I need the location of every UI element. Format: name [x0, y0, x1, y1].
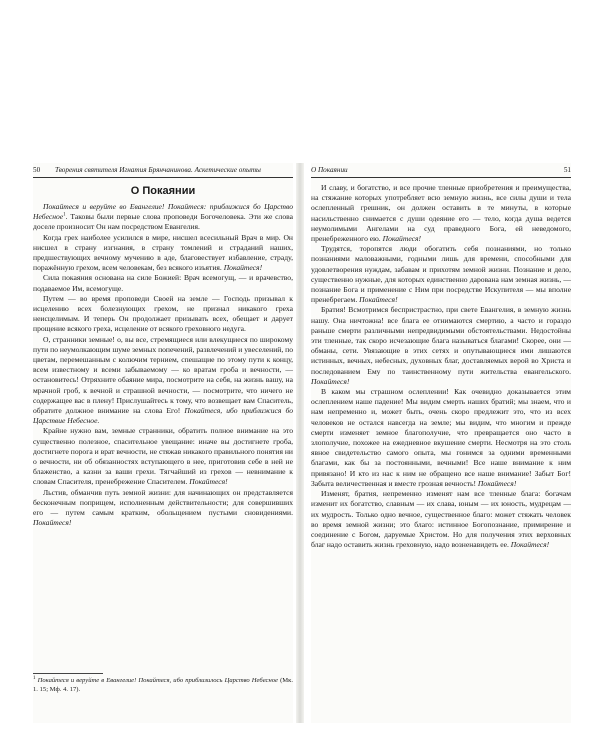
right-page-number: 51: [563, 166, 571, 174]
left-page-body: [33, 183, 293, 529]
right-running-title: О Покаянии: [311, 166, 348, 174]
left-page-number: 50: [33, 166, 41, 174]
footnote-mark: 1: [63, 212, 66, 218]
right-page: [311, 163, 571, 723]
left-running-head: [33, 163, 293, 178]
paragraph: В каком мы страшном ослеплении! Как очевидно доказывается этим ослеплением наше падение! Мы видим смерть наших братий; мы знаем, что и нам непременно и, может быть, очень скоро предлежит это, что из всех человеков не остался навсегда на земле; мы видим, что многим и прежде смерти изменяет земное благополучие, что превращается оно часто в злополучие, похожее на ежедневное вкушение смерти. Несмотря на это столь явное свидетельство самого опыта, мы гонимся за одними временными благами, как бы за постоянными, вечными! Все наше внимание к ним привязано! И кто из нас к ним не обращено все наше внимание! Забыт Бог! Забыта величественная и вместе грозная вечность! Покайтеся!: [311, 387, 571, 488]
paragraph: Братия! Всмотримся беспристрастно, при свете Евангелия, в земную жизнь нашу. Она ничтожна! все блага ее отнимаются смертию, а часто и гораздо раньше смерти различными непредвидимыми обстоятельствами. Недостойны эти тленные, так скоро исчезающие блага называться благами! Скорее, они — обманы, сети. Увязающие в этих сетях и опутывающиеся ими лишаются истинных, вечных, небесных, духовных благ, доставляемых верой во Христа и последованием Ему по таинственному пути жительства евангельского. Покайтеся!: [311, 305, 571, 386]
paragraph: О, странники земные! о, вы все, стремящиеся или влекущиеся по широкому пути по неумолкающим шуме земных попечений, развлечений и увеселений, по цветам, перемешанным с колючим тернием, спешащие по этому пути к концу, всем известному и всеми забываемому — ко вратам гроба и вечности, — остановитесь! Отряхните обаяние мира, посмотрите на себя, на жизнь вашу, на мрачной гроб, к вечной и страшной вечности, — посмотрите, что ничего не содержащее вас в плену! Прислушайтесь к тому, что возвещает вам Спаситель, обратите должное внимание на слова Его! Покайтеся, ибо приближися бо Царствие Небесное.: [33, 334, 293, 426]
right-running-head: [311, 163, 571, 178]
paragraph: Крайне нужно вам, земные странники, обратить полное внимание на это существенно полезное, спасительное увещание: иначе вы достигнете гроба, достигнете порога и врат вечности, не стяжав никакого правильного понятия ни о вечности, ни об обязанностях вступающего в нее, приготовив себе в ней не блаженство, а казни за ваши грехи. Тягчайший из грехов — невнимание к словам Спасителя, пренебрежение Спасителем. Покайтеся!: [33, 426, 293, 487]
paragraph: Льстив, обманчив путь земной жизни: для начинающих он представляется бесконечным поприщем, исполненным действительности; для совершивших его — путем самым кратким, обольщением пустыми сновидениями. Покайтеся!: [33, 487, 293, 528]
footnote-rule: [33, 673, 103, 674]
right-page-body: [311, 183, 571, 550]
footnote: $^1$ Покайтеся и веруйте в Евангелие! Покайтеся, ибо приблизилось Царство Небесное (Мк. 1. 15; Мф. 4. 17).: [33, 673, 293, 694]
left-running-title: Творения святителя Игнатия Брянчанинова. Аскетические опыты: [55, 166, 261, 174]
paragraph: Путем — во время проповеди Своей на земле — Господь призывал к исцелению всех болезнующих грехом, не признал никакого греха неисцелимым. И теперь Он продолжает призывать всех, обещает и дарует прощение всякого греха, исцеление от всякого греховного недуга.: [33, 293, 293, 334]
paragraph: И славу, и богатство, и все прочие тленные приобретения и преимущества, на стяжание которых употребляет всю земную жизнь, все силы души и тела ослепленный грешник, он должен оставить в те минуты, в которые насильственно снимается с души одеяние его — тело, когда душа ведется неумолимыми Ангелами на суд праведного Бога, ей неведомого, пренебреженного ею. Покайтеся!: [311, 183, 571, 244]
chapter-title: О Покаянии: [130, 185, 196, 197]
paragraph: Изменят, братия, непременно изменят нам все тленные блага: богачам изменит их богатство, славным — их слава, юным — их юность, мудрецам — их мудрость. Только одно вечное, существенное благо: может стяжать человек во время земной жизни; это благо: истинное Богопознание, примирение и соединение с Богом, даруемые Христом. Но для получения этих верховных благ надо оставить жизнь греховную, надо возненавидеть ее. Покайтеся!: [311, 489, 571, 550]
left-page: [33, 163, 293, 723]
paragraph: Сила покаяния основана на силе Божией: Врач всемогущ, — и врачевство, подаваемое Им, всемогуще.: [33, 273, 293, 293]
paragraph: Покайтеся и веруйте во Евангелие! Покайтеся: приближися бо Царство Небесное$^1$. Таковы были первые слова проповеди Богочеловека. Эти же слова доселе произносит Он нам посредством Евангелия.: [33, 202, 293, 232]
book-gutter: [296, 163, 304, 723]
paragraph: Трудятся, торопятся люди обогатить себя познаниями, но только познаниями маловажными, годными лишь для времени, способными для удовлетворения нуждам, забавам и прихотям земной жизни. Познание и дело, существенно нужные, для которых единственно дарована нам земная жизнь, — познание Бога и применение с Ним при посредстве Искупителя — мы вполне пренебрегаем. Покайтеся!: [311, 244, 571, 305]
paragraph: Когда грех наиболее усилился в мире, нисшел всесильный Врач в мир. Он нисшел в страну изгнания, в страну томлений и страданий наших, предшествующих вечному мучению в аде, благовествует избавление, страду, поражённую грехом, всем человекам, без всякого изъятия. Покайтеся!: [33, 232, 293, 273]
